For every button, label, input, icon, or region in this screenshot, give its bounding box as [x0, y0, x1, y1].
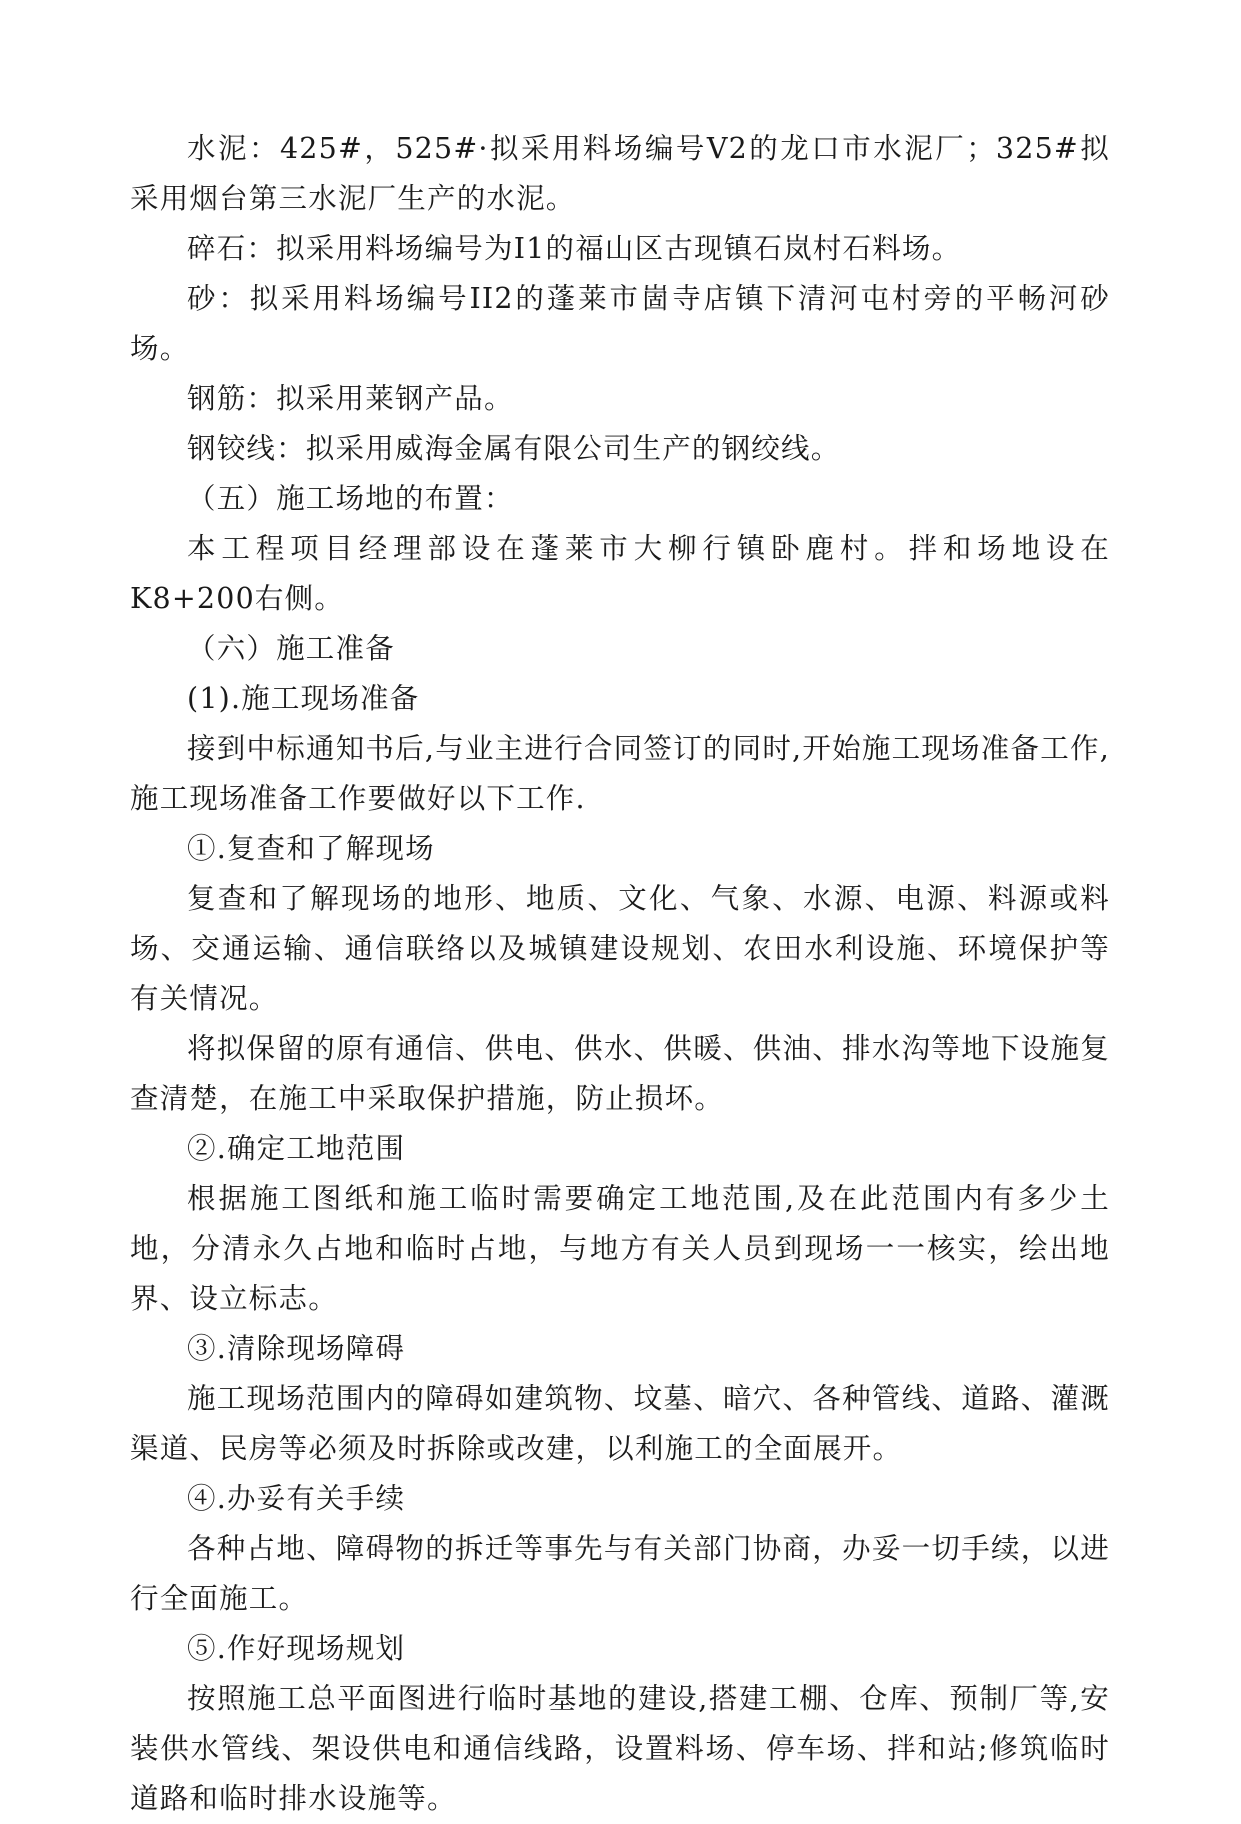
item-heading-3: ③.清除现场障碍	[187, 1332, 406, 1365]
item-heading-2: ②.确定工地范围	[187, 1132, 406, 1165]
item-heading-5: ⑤.作好现场规划	[187, 1632, 406, 1665]
paragraph-sand: 砂：拟采用料场编号II2的蓬莱市崮寺店镇下清河屯村旁的平畅河砂场。	[130, 282, 1110, 365]
paragraph-rebar: 钢筋：拟采用莱钢产品。	[187, 382, 514, 415]
paragraph-planning: 按照施工总平面图进行临时基地的建设,搭建工棚、仓库、预制厂等,安装供水管线、架设供电和通信线路，设置料场、停车场、拌和站;修筑临时道路和临时排水设施等。	[130, 1682, 1110, 1815]
paragraph-underground: 将拟保留的原有通信、供电、供水、供暖、供油、排水沟等地下设施复查清楚，在施工中采取保护措施，防止损坏。	[130, 1032, 1110, 1115]
paragraph-site-range: 根据施工图纸和施工临时需要确定工地范围,及在此范围内有多少土地，分清永久占地和临时占地，与地方有关人员到现场一一核实，绘出地界、设立标志。	[130, 1182, 1110, 1315]
document-body	[130, 124, 1110, 1824]
paragraph-survey: 复查和了解现场的地形、地质、文化、气象、水源、电源、料源或料场、交通运输、通信联络以及城镇建设规划、农田水利设施、环境保护等有关情况。	[130, 882, 1110, 1015]
paragraph-procedures: 各种占地、障碍物的拆迁等事先与有关部门协商，办妥一切手续，以进行全面施工。	[130, 1532, 1110, 1615]
section-heading-preparation: （六）施工准备	[187, 632, 395, 665]
paragraph-cement: 水泥：425#，525#·拟采用料场编号V2的龙口市水泥厂；325#拟采用烟台第三水泥厂生产的水泥。	[130, 132, 1110, 215]
subheading-site-preparation: (1).施工现场准备	[187, 682, 420, 715]
item-heading-1: ①.复查和了解现场	[187, 832, 435, 865]
paragraph-strand: 钢铰线：拟采用威海金属有限公司生产的钢绞线。	[187, 432, 841, 465]
item-heading-4: ④.办妥有关手续	[187, 1482, 406, 1515]
paragraph-site-preparation: 接到中标通知书后,与业主进行合同签订的同时,开始施工现场准备工作,施工现场准备工作要做好以下工作.	[130, 732, 1110, 815]
paragraph-site-layout: 本工程项目经理部设在蓬莱市大柳行镇卧鹿村。拌和场地设在K8+200右侧。	[130, 532, 1110, 615]
paragraph-gravel: 碎石：拟采用料场编号为I1的福山区古现镇石岚村石料场。	[187, 232, 962, 265]
section-heading-site-layout: （五）施工场地的布置：	[187, 482, 514, 515]
paragraph-obstacles: 施工现场范围内的障碍如建筑物、坟墓、暗穴、各种管线、道路、灌溉渠道、民房等必须及时拆除或改建，以利施工的全面展开。	[130, 1382, 1110, 1465]
